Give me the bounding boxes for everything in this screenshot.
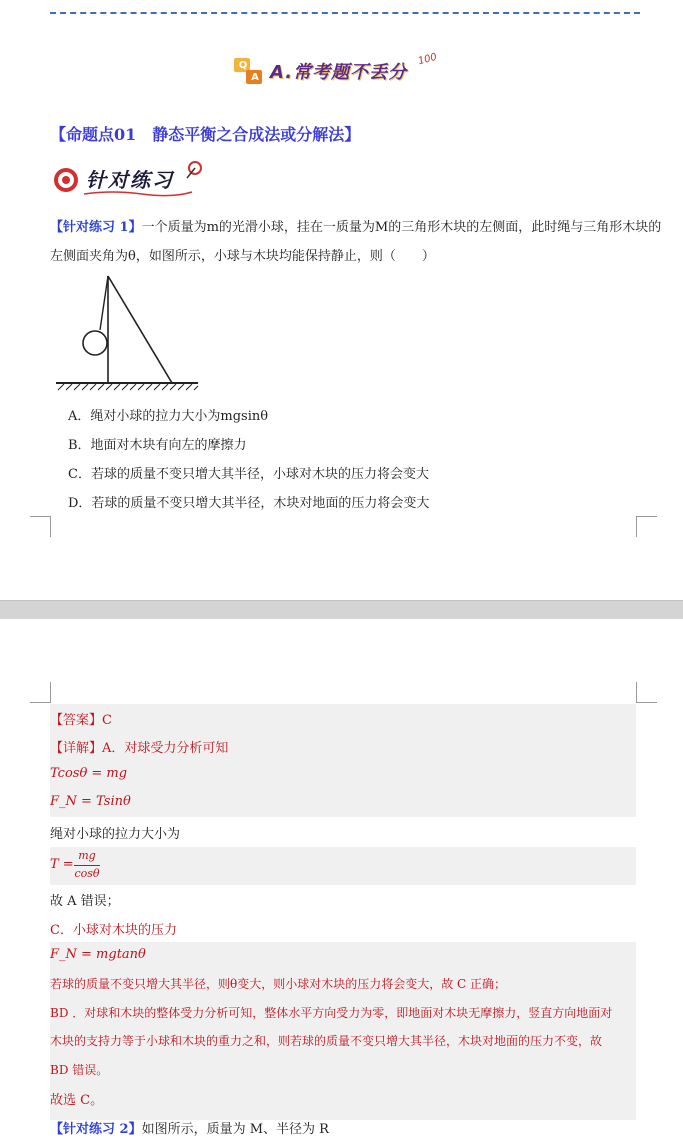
equation-4: F_N = mgtanθ (50, 947, 146, 962)
header-dashed-line (50, 12, 640, 14)
answer-highlight-3 (50, 942, 636, 1120)
triangular-block (108, 276, 172, 383)
practice-title: 针对练习 (86, 168, 174, 192)
ball-wedge-figure (52, 272, 202, 392)
equation-3-denominator: cosθ (74, 867, 100, 880)
detail-line: 【详解】A．对球受力分析可知 (50, 741, 229, 756)
page-corner-bottom-left (30, 516, 51, 537)
question2-text: 如图所示，质量为 M、半径为 R (141, 1122, 329, 1137)
answer-line: 【答案】C (50, 713, 112, 728)
option-c: C．若球的质量不变只增大其半径，小球对木块的压力将会变大 (68, 467, 429, 482)
equation-3-numerator: mg (78, 849, 96, 862)
ground-hatching (58, 384, 198, 390)
page-corner-bottom-right (636, 516, 657, 537)
q-letter: Q (238, 60, 248, 71)
qa-banner (232, 52, 442, 90)
bd-line-2: 木块的支持力等于小球和木块的重力之和，则若球的质量不变只增大其半径，木块对地面的压力不变，故 (50, 1034, 603, 1048)
answer-highlight-1 (50, 704, 636, 817)
answer-highlight-2 (50, 847, 636, 885)
equation-1: Tcosθ = mg (50, 766, 128, 781)
question2-tag: 【针对练习 2】 (50, 1122, 142, 1137)
ball (83, 331, 107, 355)
tension-line: 绳对小球的拉力大小为 (50, 827, 181, 842)
banner-title: A.常考题不丢分 (270, 62, 408, 83)
page-corner-top-left (30, 682, 51, 703)
bd-line-1: BD ．对球和木块的整体受力分析可知，整体水平方向受力为零，即地面对木块无摩擦力，竖直方向地面对 (50, 1006, 613, 1020)
equation-3 (50, 849, 130, 883)
option-d: D．若球的质量不变只增大其半径，木块对地面的压力将会变大 (68, 496, 430, 511)
practice-banner (52, 160, 212, 200)
question1-text-1: 一个质量为m的光滑小球，挂在一质量为M的三角形木块的左侧面，此时绳与三角形木块的 (141, 220, 662, 235)
a-letter: A (251, 72, 259, 83)
a-wrong-line: 故 A 错误； (50, 894, 120, 909)
section-heading: 【命题点01 静态平衡之合成法或分解法】 (50, 125, 361, 144)
question1-tag: 【针对练习 1】 (50, 220, 142, 235)
question2-line (50, 1118, 329, 1137)
question1-line2: 左侧面夹角为θ，如图所示，小球与木块均能保持静止，则（ ） (50, 249, 435, 264)
fraction-bar (74, 865, 100, 866)
option-b: B．地面对木块有向左的摩擦力 (68, 438, 247, 453)
score-100-mark: 100 (416, 51, 439, 68)
document-page-2 (0, 619, 683, 1139)
equation-3-lhs: T = (50, 857, 74, 872)
option-a: A．绳对小球的拉力大小为mgsinθ (68, 409, 269, 424)
rope (100, 276, 108, 330)
question1-line1 (50, 216, 661, 235)
page-gap (0, 600, 683, 620)
conclusion-line: 故选 C。 (50, 1093, 104, 1108)
page-corner-top-right (636, 682, 657, 703)
c-head-line: C．小球对木块的压力 (50, 923, 177, 938)
c-reason-line: 若球的质量不变只增大其半径，则θ变大，则小球对木块的压力将会变大，故 C 正确； (50, 977, 507, 991)
bd-line-3: BD 错误。 (50, 1063, 109, 1077)
equation-2: F_N = Tsinθ (50, 794, 131, 809)
